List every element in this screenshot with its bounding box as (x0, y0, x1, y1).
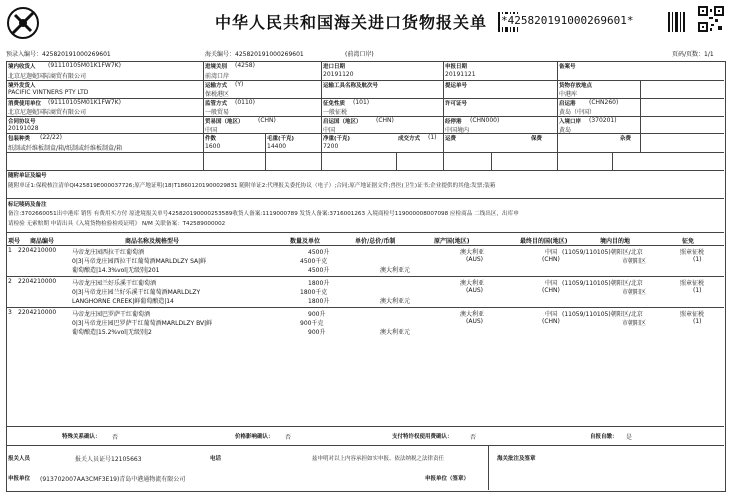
tax-name: 一般征税 (323, 109, 348, 116)
pieces: 1600 (205, 143, 221, 150)
net-label: 净重(千克) (323, 136, 351, 142)
goods-header-no: 项号 (8, 238, 21, 245)
user-code: (91110105M01K1FW7K) (48, 99, 121, 106)
net: 7200 (323, 143, 339, 150)
goods-row-3-domestic: 市朝阳区 (622, 320, 647, 327)
entry-code: (370201) (589, 117, 617, 124)
goods-header-code: 商品编号 (30, 238, 55, 245)
supervision-name: 一般贸易 (205, 109, 230, 116)
self-value: 是 (626, 434, 633, 441)
permit-label: 许可证号 (445, 101, 468, 107)
goods-row-2-qty: 1800千克 (300, 289, 328, 296)
gross-label: 毛重(千克) (267, 136, 295, 142)
goods-header-domestic: 境内目的地 (600, 238, 631, 245)
goods-row-3-origin: (AUS) (466, 318, 483, 325)
goods-row-1-dest: (CHN) (542, 256, 560, 263)
statement: 兹申明对以上内容承担如实申报、依法纳税之法律责任 (312, 456, 445, 462)
price-value: 否 (285, 434, 292, 441)
transport-code: (Y) (235, 81, 244, 88)
goods-header-name: 商品名称及规格型号 (125, 238, 180, 245)
goods-row-1-exempt: (1) (693, 256, 702, 263)
pre-entry-no: 预录入编号：425820191000269601 (6, 51, 111, 58)
record-no-label: 备案号 (559, 64, 576, 70)
transport-label: 运输方式 (205, 83, 228, 89)
freight-label: 运费 (445, 136, 457, 142)
goods-row-3-dest: (CHN) (542, 318, 560, 325)
goods-row-3-qty: 900升 (308, 311, 326, 318)
agent-name: (913702007AA3CMF3E19)青岛中港通物流有限公司 (40, 476, 186, 483)
storage: 中港库 (559, 91, 578, 98)
goods-row-3-exempt: (1) (693, 318, 702, 325)
goods-row-2-no: 2 (8, 278, 12, 285)
goods-row-1-domestic: (11059/110105)朝阳区/北京 (562, 249, 643, 256)
price-label: 价格影响确认： (235, 434, 274, 440)
goods-row-2-qty: 1800升 (308, 280, 330, 287)
goods-row-2-name: 0|3|马帝龙庄园兰好乐溪干红葡萄酒MARLDLZY (72, 289, 201, 296)
goods-row-2-origin: 澳大利亚 (460, 280, 485, 287)
declare-date: 20191121 (445, 71, 476, 78)
origin-country-label: 启运国（地区） (323, 119, 362, 125)
docs-text: 随附单证1:保税核注清单QI425819E000037726;原产地证明(18)T18601201900029831 随附单证2:代理报关委托协议（电子）;合同;原产地证据文件;兽医(卫生)证书;企业提供的其他;发票;装箱 (8, 183, 496, 189)
shipper-name: PACIFIC VINTNERS PTY LTD (8, 89, 89, 96)
goods-row-3-origin: 澳大利亚 (460, 311, 485, 318)
goods-row-1-name: 0|3|马帝龙庄园西拉干红葡萄酒MARLDLZY SA|鲜 (72, 258, 207, 265)
declarant-label: 报关人员 (8, 456, 31, 462)
royalty-value: 否 (470, 434, 477, 441)
deal-label: 成交方式 (398, 136, 421, 142)
trade-country: 中国 (205, 127, 218, 134)
goods-row-1-origin: (AUS) (466, 256, 483, 263)
entry-name: 黄岛 (559, 127, 572, 134)
goods-row-1-origin: 澳大利亚 (460, 249, 485, 256)
declarant-cert: 报关人员证号12105663 (75, 456, 142, 463)
docs-label: 随附单证及编号 (8, 173, 47, 179)
goods-row-2-origin: (AUS) (466, 287, 483, 294)
shipper-label: 境外发货人 (8, 83, 36, 89)
goods-row-3-price: 澳大利亚元 (380, 329, 411, 336)
goods-row-2-domestic: (11059/110105)朝阳区/北京 (562, 280, 643, 287)
goods-row-1-qty: 4500升 (308, 267, 330, 274)
goods-row-3-name: 马帝龙庄园巴罗萨干红葡萄酒 (72, 311, 151, 318)
qr-code-icon (698, 6, 724, 32)
supervision-code: (0110) (235, 99, 255, 106)
tax-label: 征免性质 (323, 101, 346, 107)
declare-date-label: 申报日期 (445, 64, 468, 70)
marks-text-1: 备注:3702660051出中港库 销售 有费用买方付 原进境报关单号425820190000253589收货人备案:1119000789 发货人备案:3716001263 入境商检号119000008007098 应检商品 二线出区，出库申 (8, 211, 519, 217)
goods-row-3-exempt: 照章征税 (680, 311, 705, 318)
storage-label: 货物存放地点 (559, 83, 593, 89)
transit-port-label: 经停港 (445, 119, 462, 125)
goods-row-1-price: 澳大利亚元 (380, 267, 411, 274)
port-code: (CHN260) (589, 99, 619, 106)
deal-code: (1) (428, 134, 437, 141)
goods-row-2-exempt: (1) (693, 287, 702, 294)
contract: 20191028 (8, 125, 39, 132)
origin-country-code: (CHN) (376, 117, 394, 124)
origin-country: 中国 (323, 127, 336, 134)
self-label: 自报自缴： (590, 434, 618, 440)
contract-label: 合同协议号 (8, 119, 36, 125)
user-name: 北京尼迦妮国际商贸有限公司 (8, 109, 87, 116)
entry-port-name: 前湾口岸 (205, 73, 230, 80)
goods-row-2-name: 马帝龙庄园兰好乐溪干红葡萄酒 (72, 280, 157, 287)
goods-row-2-code: 2204210000 (18, 278, 57, 285)
special-value: 否 (112, 434, 119, 441)
marks-text-2: 请检验 无索赔期 申请出具《入境货物检验检疫证明》 N/M 关联备案：T42589000002 (8, 221, 226, 227)
goods-header-origin: 原产国(地区) (434, 238, 470, 245)
goods-row-1-name: 葡萄酿造|14.3%vol|无级别|201 (72, 267, 160, 274)
goods-row-1-dest: 中国 (545, 249, 558, 256)
goods-row-1-no: 1 (8, 247, 12, 254)
consignee-label: 境内收货人 (8, 64, 36, 70)
marks-label: 标记唛码及备注 (8, 202, 47, 208)
goods-row-1-qty: 4500千克 (300, 258, 328, 265)
customs-no: 海关编号：425820191000269601 (205, 51, 304, 58)
pieces-label: 件数 (205, 136, 217, 142)
vessel-label: 运输工具名称及航次号 (323, 83, 379, 89)
gross: 14400 (267, 143, 287, 150)
entry-label: 入境口岸 (559, 119, 582, 125)
goods-header-price: 单价/总价/币制 (355, 238, 396, 245)
port-name: 黄岛（中国） (559, 109, 596, 116)
transit-port: 中国境内 (445, 127, 470, 134)
goods-row-3-dest: 中国 (545, 311, 558, 318)
trade-country-label: 贸易国（地区） (205, 119, 244, 125)
user-label: 消费使用单位 (8, 101, 42, 107)
goods-row-1-name: 马帝龙庄园西拉干红葡萄酒 (72, 249, 145, 256)
pack-name: 纸制或纤维板制盒/箱/纸制或纤维板制盒/箱 (8, 145, 123, 152)
stamp-label: 申报单位（签章） (425, 476, 470, 482)
page-no: 页码/页数：1/1 (672, 51, 714, 58)
goods-row-1-code: 2204210000 (18, 247, 57, 254)
tax-code: (101) (353, 99, 370, 106)
goods-row-1-exempt: 照章征税 (680, 249, 705, 256)
goods-row-3-no: 3 (8, 309, 12, 316)
form-title: 中华人民共和国海关进口货物报关单 (215, 13, 488, 32)
goods-row-2-qty: 1800升 (308, 298, 330, 305)
goods-header-exempt: 征免 (682, 238, 695, 245)
goods-row-3-qty: 900千克 (300, 320, 324, 327)
goods-header-qty: 数量及单位 (290, 238, 321, 245)
customs-emblem-icon (6, 6, 40, 40)
barcode-text: *425820191000269601* (501, 14, 634, 27)
customs-note: (前湾口岸) (345, 51, 374, 58)
pack-label: 包装种类 (8, 136, 31, 142)
goods-row-2-domestic: 市朝阳区 (622, 289, 647, 296)
agent-label: 申报单位 (8, 476, 31, 482)
goods-row-3-qty: 900升 (308, 329, 326, 336)
transport-name: 保税港区 (205, 91, 230, 98)
goods-row-2-dest: (CHN) (542, 287, 560, 294)
misc-label: 杂费 (620, 136, 632, 142)
goods-row-2-exempt: 照章征税 (680, 280, 705, 287)
customs-remark: 海关批注及签章 (497, 456, 536, 462)
goods-row-2-name: LANGHORNE CREEK|鲜葡萄酿造|14 (72, 298, 174, 305)
goods-row-3-domestic: (11059/110105)朝阳区/北京 (562, 311, 643, 318)
consignee-name: 北京尼迦妮国际商贸有限公司 (8, 73, 87, 80)
entry-port-label: 进境关别 (205, 64, 228, 70)
goods-row-3-name: 0|3|马帝龙庄园巴罗萨干红葡萄酒MARLDLZY BV|鲜 (72, 320, 213, 327)
phone-label: 电话 (210, 456, 222, 462)
transit-port-code: (CHN000) (470, 117, 500, 124)
goods-row-3-name: 葡萄酿造|15.2%vol|无级别|2 (72, 329, 152, 336)
import-date: 20191120 (323, 71, 354, 78)
goods-row-1-qty: 4500升 (308, 249, 330, 256)
goods-row-1-domestic: 市朝阳区 (622, 258, 647, 265)
entry-port-code: (4258) (235, 62, 255, 69)
pack-code: (22/22) (40, 134, 62, 141)
special-label: 特殊关系确认： (62, 434, 101, 440)
goods-row-3-code: 2204210000 (18, 309, 57, 316)
consignee-code: (91110105M01K1FW7K) (48, 62, 121, 69)
goods-row-2-dest: 中国 (545, 280, 558, 287)
royalty-label: 支付特许权使用费确认： (392, 434, 453, 440)
bl-label: 提运单号 (445, 83, 468, 89)
port-label: 启运港 (559, 101, 576, 107)
trade-country-code: (CHN) (258, 117, 276, 124)
import-date-label: 进口日期 (323, 64, 346, 70)
goods-row-2-price: 澳大利亚元 (380, 298, 411, 305)
supervision-label: 监管方式 (205, 101, 228, 107)
goods-header-dest: 最终目的国(地区) (520, 238, 568, 245)
insurance-label: 保费 (531, 136, 543, 142)
